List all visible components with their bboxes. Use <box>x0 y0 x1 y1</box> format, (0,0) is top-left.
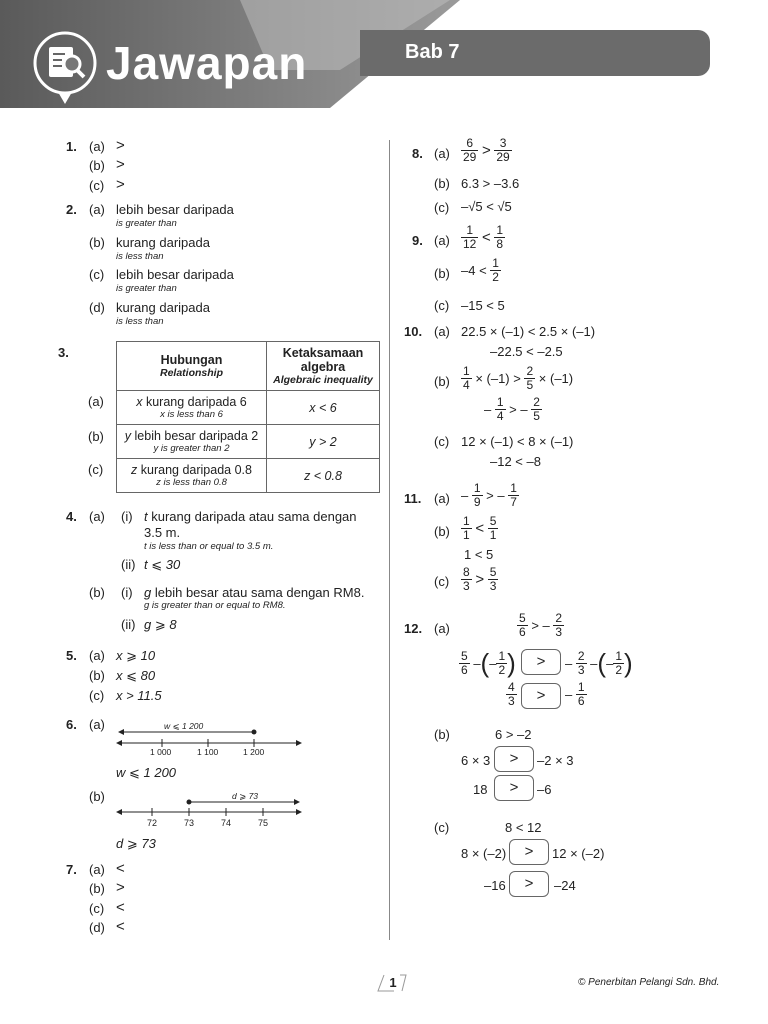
rel-text: lebih besar daripada 2 <box>134 429 259 443</box>
q6a-label: (a) <box>89 717 105 732</box>
end: × (–1) <box>538 371 574 387</box>
q12b-line3-left: 18 <box>473 782 488 797</box>
q6b-number-line <box>114 790 304 822</box>
q6b-line-label: d ⩾ 73 <box>232 791 259 801</box>
fraction <box>490 257 501 284</box>
paren: ) <box>507 648 516 678</box>
q12c-line3-left: –16 <box>484 878 506 893</box>
q2d-translation: is less than <box>116 316 164 327</box>
q8b-label: (b) <box>434 176 450 191</box>
q4bii-label: (ii) <box>121 617 136 632</box>
den: 2 <box>498 663 506 677</box>
q12b-line3-right: –6 <box>537 782 552 797</box>
q11b-label: (b) <box>434 524 450 539</box>
q10b-line1 <box>461 365 573 392</box>
page-title: Jawapan <box>106 37 308 89</box>
fraction <box>508 482 519 509</box>
table-header-row <box>117 342 380 391</box>
q8a-label: (a) <box>434 146 450 161</box>
q12c-line2-right: 12 × (–2) <box>552 846 605 861</box>
q10c-line2: –12 < –8 <box>490 454 541 469</box>
col-relationship-label: Hubungan <box>160 353 223 367</box>
q12b-line1: 6 > –2 <box>495 727 532 742</box>
answer-box: > <box>494 775 534 801</box>
num: 1 <box>615 648 622 663</box>
mid: × (–1) > <box>475 371 521 387</box>
num: 1 <box>496 395 504 409</box>
q4bii-answer: g ⩾ 8 <box>144 617 177 632</box>
q2-number: 2. <box>66 202 77 217</box>
q5a-answer: x ⩾ 10 <box>116 648 156 663</box>
q4ai-translation: t is less than or equal to 3.5 m. <box>144 541 274 552</box>
q7d-label: (d) <box>89 920 105 935</box>
table-row <box>117 459 380 493</box>
minus: – <box>606 656 614 671</box>
q5c-label: (c) <box>89 688 105 703</box>
rel-text: kurang daripada 6 <box>145 395 247 409</box>
pre: – <box>484 402 492 418</box>
q2a-translation: is greater than <box>116 218 177 229</box>
minus: – <box>565 656 573 671</box>
q6a-answer: w ⩽ 1 200 <box>116 765 177 780</box>
den: 3 <box>555 625 563 640</box>
page-number: 1 <box>389 975 397 990</box>
den: 8 <box>496 237 504 252</box>
publisher-1: Penerbitan <box>588 977 637 988</box>
fraction <box>461 365 472 392</box>
q1-number: 1. <box>66 139 77 154</box>
num: 1 <box>492 256 499 270</box>
q2d-label: (d) <box>89 300 105 315</box>
num: 8 <box>463 565 470 579</box>
num: 1 <box>463 514 470 528</box>
relationship-cell <box>117 425 267 459</box>
q10c-label: (c) <box>434 434 450 449</box>
q12c-line3-right: –24 <box>554 878 576 893</box>
col-inequality <box>267 342 380 391</box>
q3-number: 3. <box>58 345 69 360</box>
q11-number: 11. <box>404 491 422 506</box>
q10b-line2 <box>484 396 542 423</box>
q2c-translation: is greater than <box>116 283 177 294</box>
num: 2 <box>577 648 585 663</box>
q10c-line1: 12 × (–1) < 8 × (–1) <box>461 434 574 449</box>
q9c-label: (c) <box>434 298 450 313</box>
den: 5 <box>526 378 534 393</box>
q12b-label: (b) <box>434 727 450 742</box>
den: 9 <box>473 495 481 510</box>
fraction <box>461 515 472 542</box>
column-divider <box>389 140 390 940</box>
q6-number: 6. <box>66 717 77 732</box>
q12c-label: (c) <box>434 820 450 835</box>
rel-trans: y is greater than 2 <box>153 443 230 454</box>
q4bi-label: (i) <box>121 585 133 600</box>
q3b-label: (b) <box>88 429 104 444</box>
fraction <box>461 224 478 251</box>
fraction <box>488 566 499 593</box>
op: < <box>475 520 485 538</box>
q12b-line2-left: 6 × 3 <box>461 753 491 768</box>
q8a-answer <box>461 137 512 164</box>
op: > <box>475 571 485 589</box>
col-inequality-label: Ketaksamaan algebra <box>282 346 364 374</box>
num: 1 <box>461 224 478 238</box>
fraction <box>613 650 624 677</box>
q10b-label: (b) <box>434 374 450 389</box>
q6a-tick: 1 200 <box>243 747 265 757</box>
q6b-label: (b) <box>89 789 105 804</box>
fraction <box>517 612 528 639</box>
q11b-line2: 1 < 5 <box>464 547 494 562</box>
den: 1 <box>463 528 470 543</box>
q9a-label: (a) <box>434 233 450 248</box>
num: 3 <box>494 137 511 151</box>
num: 1 <box>577 680 585 694</box>
den: 3 <box>577 663 585 677</box>
q2c-label: (c) <box>89 267 105 282</box>
fraction <box>495 396 506 423</box>
q7-number: 7. <box>66 862 77 877</box>
q6a-tick: 1 000 <box>150 747 172 757</box>
q12c-line1: 8 < 12 <box>505 820 542 835</box>
col-relationship-trans: Relationship <box>159 367 223 379</box>
q1b-answer: > <box>116 156 125 173</box>
den: 3 <box>489 579 497 594</box>
q7d-answer: < <box>116 918 125 935</box>
inequality-cell: y > 2 <box>267 425 380 459</box>
q11b-line1 <box>461 515 498 542</box>
var: t <box>144 509 148 524</box>
den: 6 <box>519 625 526 640</box>
q12a-line2-left <box>459 648 516 679</box>
text: kurang daripada atau sama dengan <box>151 509 357 524</box>
den: 29 <box>496 150 510 165</box>
q7c-answer: < <box>116 899 125 916</box>
q12a-line3-right <box>565 681 587 708</box>
q5b-label: (b) <box>89 668 105 683</box>
q4ai-answer-2: 3.5 m. <box>144 525 181 540</box>
q3c-label: (c) <box>88 462 104 477</box>
q4ai-label: (i) <box>121 509 133 524</box>
chapter-label: Bab 7 <box>405 41 460 63</box>
q1c-answer: > <box>116 176 125 193</box>
q4ai-answer <box>144 509 357 524</box>
var: y <box>124 429 132 443</box>
q10a-label: (a) <box>434 324 450 339</box>
minus: – <box>489 656 497 671</box>
q4b-label: (b) <box>89 585 105 600</box>
num: 1 <box>510 481 517 495</box>
fraction <box>459 650 470 677</box>
q10a-line1: 22.5 × (–1) < 2.5 × (–1) <box>461 324 596 339</box>
inequality-cell: z < 0.8 <box>267 459 380 493</box>
q4bi-translation: g is greater than or equal to RM8. <box>144 600 286 611</box>
table-row <box>117 391 380 425</box>
num: 5 <box>489 565 497 579</box>
op: < <box>481 229 491 247</box>
q4a-label: (a) <box>89 509 105 524</box>
den: 7 <box>510 495 517 510</box>
q12a-line2-right <box>565 648 633 679</box>
q2a-answer: lebih besar daripada <box>116 202 234 217</box>
answer-box: > <box>494 746 534 772</box>
q8c-answer: –√5 < √5 <box>461 199 512 214</box>
q8-number: 8. <box>412 146 423 161</box>
q8b-answer: 6.3 > –3.6 <box>461 176 520 191</box>
q2b-answer: kurang daripada <box>116 235 210 250</box>
rel-trans: x is less than 6 <box>160 409 223 420</box>
den: 6 <box>461 663 468 677</box>
relationship-cell <box>117 391 267 425</box>
rel-text: kurang daripada 0.8 <box>140 463 252 477</box>
fraction <box>472 482 483 509</box>
var: z <box>131 463 138 477</box>
copyright-symbol: © <box>578 977 586 988</box>
q4aii-label: (ii) <box>121 557 136 572</box>
den: 3 <box>508 694 515 709</box>
mid: > – <box>486 488 505 504</box>
q4bi-answer <box>144 585 364 600</box>
den: 3 <box>463 579 470 594</box>
q10-number: 10. <box>404 324 423 339</box>
fraction <box>524 365 535 392</box>
fraction <box>576 681 587 708</box>
q4aii-answer: t ⩽ 30 <box>144 557 181 572</box>
minus: – <box>473 656 481 671</box>
q3a-label: (a) <box>88 394 104 409</box>
q6b-answer: d ⩾ 73 <box>116 836 156 851</box>
num: 2 <box>533 395 540 409</box>
fraction <box>494 224 505 251</box>
q4-number: 4. <box>66 509 77 524</box>
publisher-2: Pelangi Sdn. Bhd. <box>639 977 720 988</box>
col-relationship <box>117 342 267 391</box>
q6b-tick: 73 <box>184 818 195 828</box>
q11a-answer <box>461 482 519 509</box>
q2c-answer: lebih besar daripada <box>116 267 234 282</box>
col-inequality-trans: Algebraic inequality <box>273 374 373 386</box>
pre: – <box>461 488 469 504</box>
fraction <box>488 515 499 542</box>
num: 6 <box>461 137 478 151</box>
q5a-label: (a) <box>89 648 105 663</box>
q7c-label: (c) <box>89 901 105 916</box>
q2a-label: (a) <box>89 202 105 217</box>
q12a-line1 <box>517 612 564 639</box>
paren: ( <box>480 648 490 678</box>
q7b-answer: > <box>116 879 125 896</box>
q2b-translation: is less than <box>116 251 164 262</box>
fraction <box>553 612 564 639</box>
num: 1 <box>498 648 506 663</box>
q5b-answer: x ⩽ 80 <box>116 668 156 683</box>
den: 1 <box>489 528 497 543</box>
num: 5 <box>489 514 497 528</box>
copyright <box>578 977 719 988</box>
den: 29 <box>463 150 477 165</box>
q8c-label: (c) <box>434 200 450 215</box>
q12a-label: (a) <box>434 621 450 636</box>
q9-number: 9. <box>412 233 423 248</box>
num: 2 <box>555 611 563 625</box>
den: 4 <box>496 409 504 424</box>
q11c-label: (c) <box>434 574 450 589</box>
den: 12 <box>463 237 477 252</box>
q12a-line3-left <box>506 681 517 708</box>
fraction <box>531 396 542 423</box>
q5c-answer: x > 11.5 <box>116 688 162 703</box>
relationship-cell <box>117 459 267 493</box>
answer-box: > <box>521 649 561 675</box>
num: 1 <box>496 223 504 237</box>
fraction <box>576 650 587 677</box>
den: 2 <box>615 663 622 677</box>
pre: –4 < <box>461 263 487 279</box>
num: 5 <box>461 648 468 663</box>
q5-number: 5. <box>66 648 77 663</box>
num: 5 <box>519 611 526 625</box>
den: 6 <box>577 694 585 709</box>
q6a-tick: 1 100 <box>197 747 219 757</box>
fraction <box>461 137 478 164</box>
q6b-tick: 74 <box>221 818 232 828</box>
fraction <box>506 681 517 708</box>
q9b-answer <box>461 257 501 284</box>
num: 2 <box>526 364 534 378</box>
num: 1 <box>463 364 470 378</box>
minus: – <box>590 656 598 671</box>
q11a-label: (a) <box>434 491 450 506</box>
paren: ( <box>597 648 607 678</box>
q12-number: 12. <box>404 621 423 636</box>
q2d-answer: kurang daripada <box>116 300 210 315</box>
q10a-line2: –22.5 < –2.5 <box>490 344 563 359</box>
answer-box: > <box>509 839 549 865</box>
q1a-answer: > <box>116 137 125 154</box>
minus: – <box>565 687 573 703</box>
q3-table <box>116 341 380 493</box>
op: > <box>481 142 491 160</box>
q9c-answer: –15 < 5 <box>461 298 505 313</box>
num: 4 <box>508 680 515 694</box>
q1c-label: (c) <box>89 178 105 193</box>
fraction <box>496 650 507 677</box>
q6b-tick: 72 <box>147 818 158 828</box>
den: 4 <box>463 378 470 393</box>
q7a-label: (a) <box>89 862 105 877</box>
inequality-cell: x < 6 <box>267 391 380 425</box>
fraction <box>461 566 472 593</box>
q2b-label: (b) <box>89 235 105 250</box>
q1a-label: (a) <box>89 139 105 154</box>
q9a-answer <box>461 224 505 251</box>
num: 1 <box>473 481 481 495</box>
q12b-line2-right: –2 × 3 <box>537 753 574 768</box>
magnifier-document-icon <box>32 30 98 106</box>
answer-box: > <box>521 683 561 709</box>
answer-box: > <box>509 871 549 897</box>
q9b-label: (b) <box>434 266 450 281</box>
q6a-line-label: w ⩽ 1 200 <box>164 721 204 731</box>
paren: ) <box>624 648 633 678</box>
text: lebih besar atau sama dengan RM8. <box>154 585 365 600</box>
var: x <box>136 395 143 409</box>
q7a-answer: < <box>116 860 125 877</box>
q7b-label: (b) <box>89 881 105 896</box>
mid: > – <box>509 402 528 418</box>
q11c-answer <box>461 566 498 593</box>
chapter-tab <box>360 30 710 76</box>
table-row <box>117 425 380 459</box>
var: g <box>144 585 152 600</box>
mid: > – <box>531 618 550 634</box>
rel-trans: z is less than 0.8 <box>156 477 227 488</box>
q12c-line2-left: 8 × (–2) <box>461 846 507 861</box>
q6b-tick: 75 <box>258 818 269 828</box>
den: 2 <box>492 270 499 285</box>
den: 5 <box>533 409 540 424</box>
fraction <box>494 137 511 164</box>
q1b-label: (b) <box>89 158 105 173</box>
